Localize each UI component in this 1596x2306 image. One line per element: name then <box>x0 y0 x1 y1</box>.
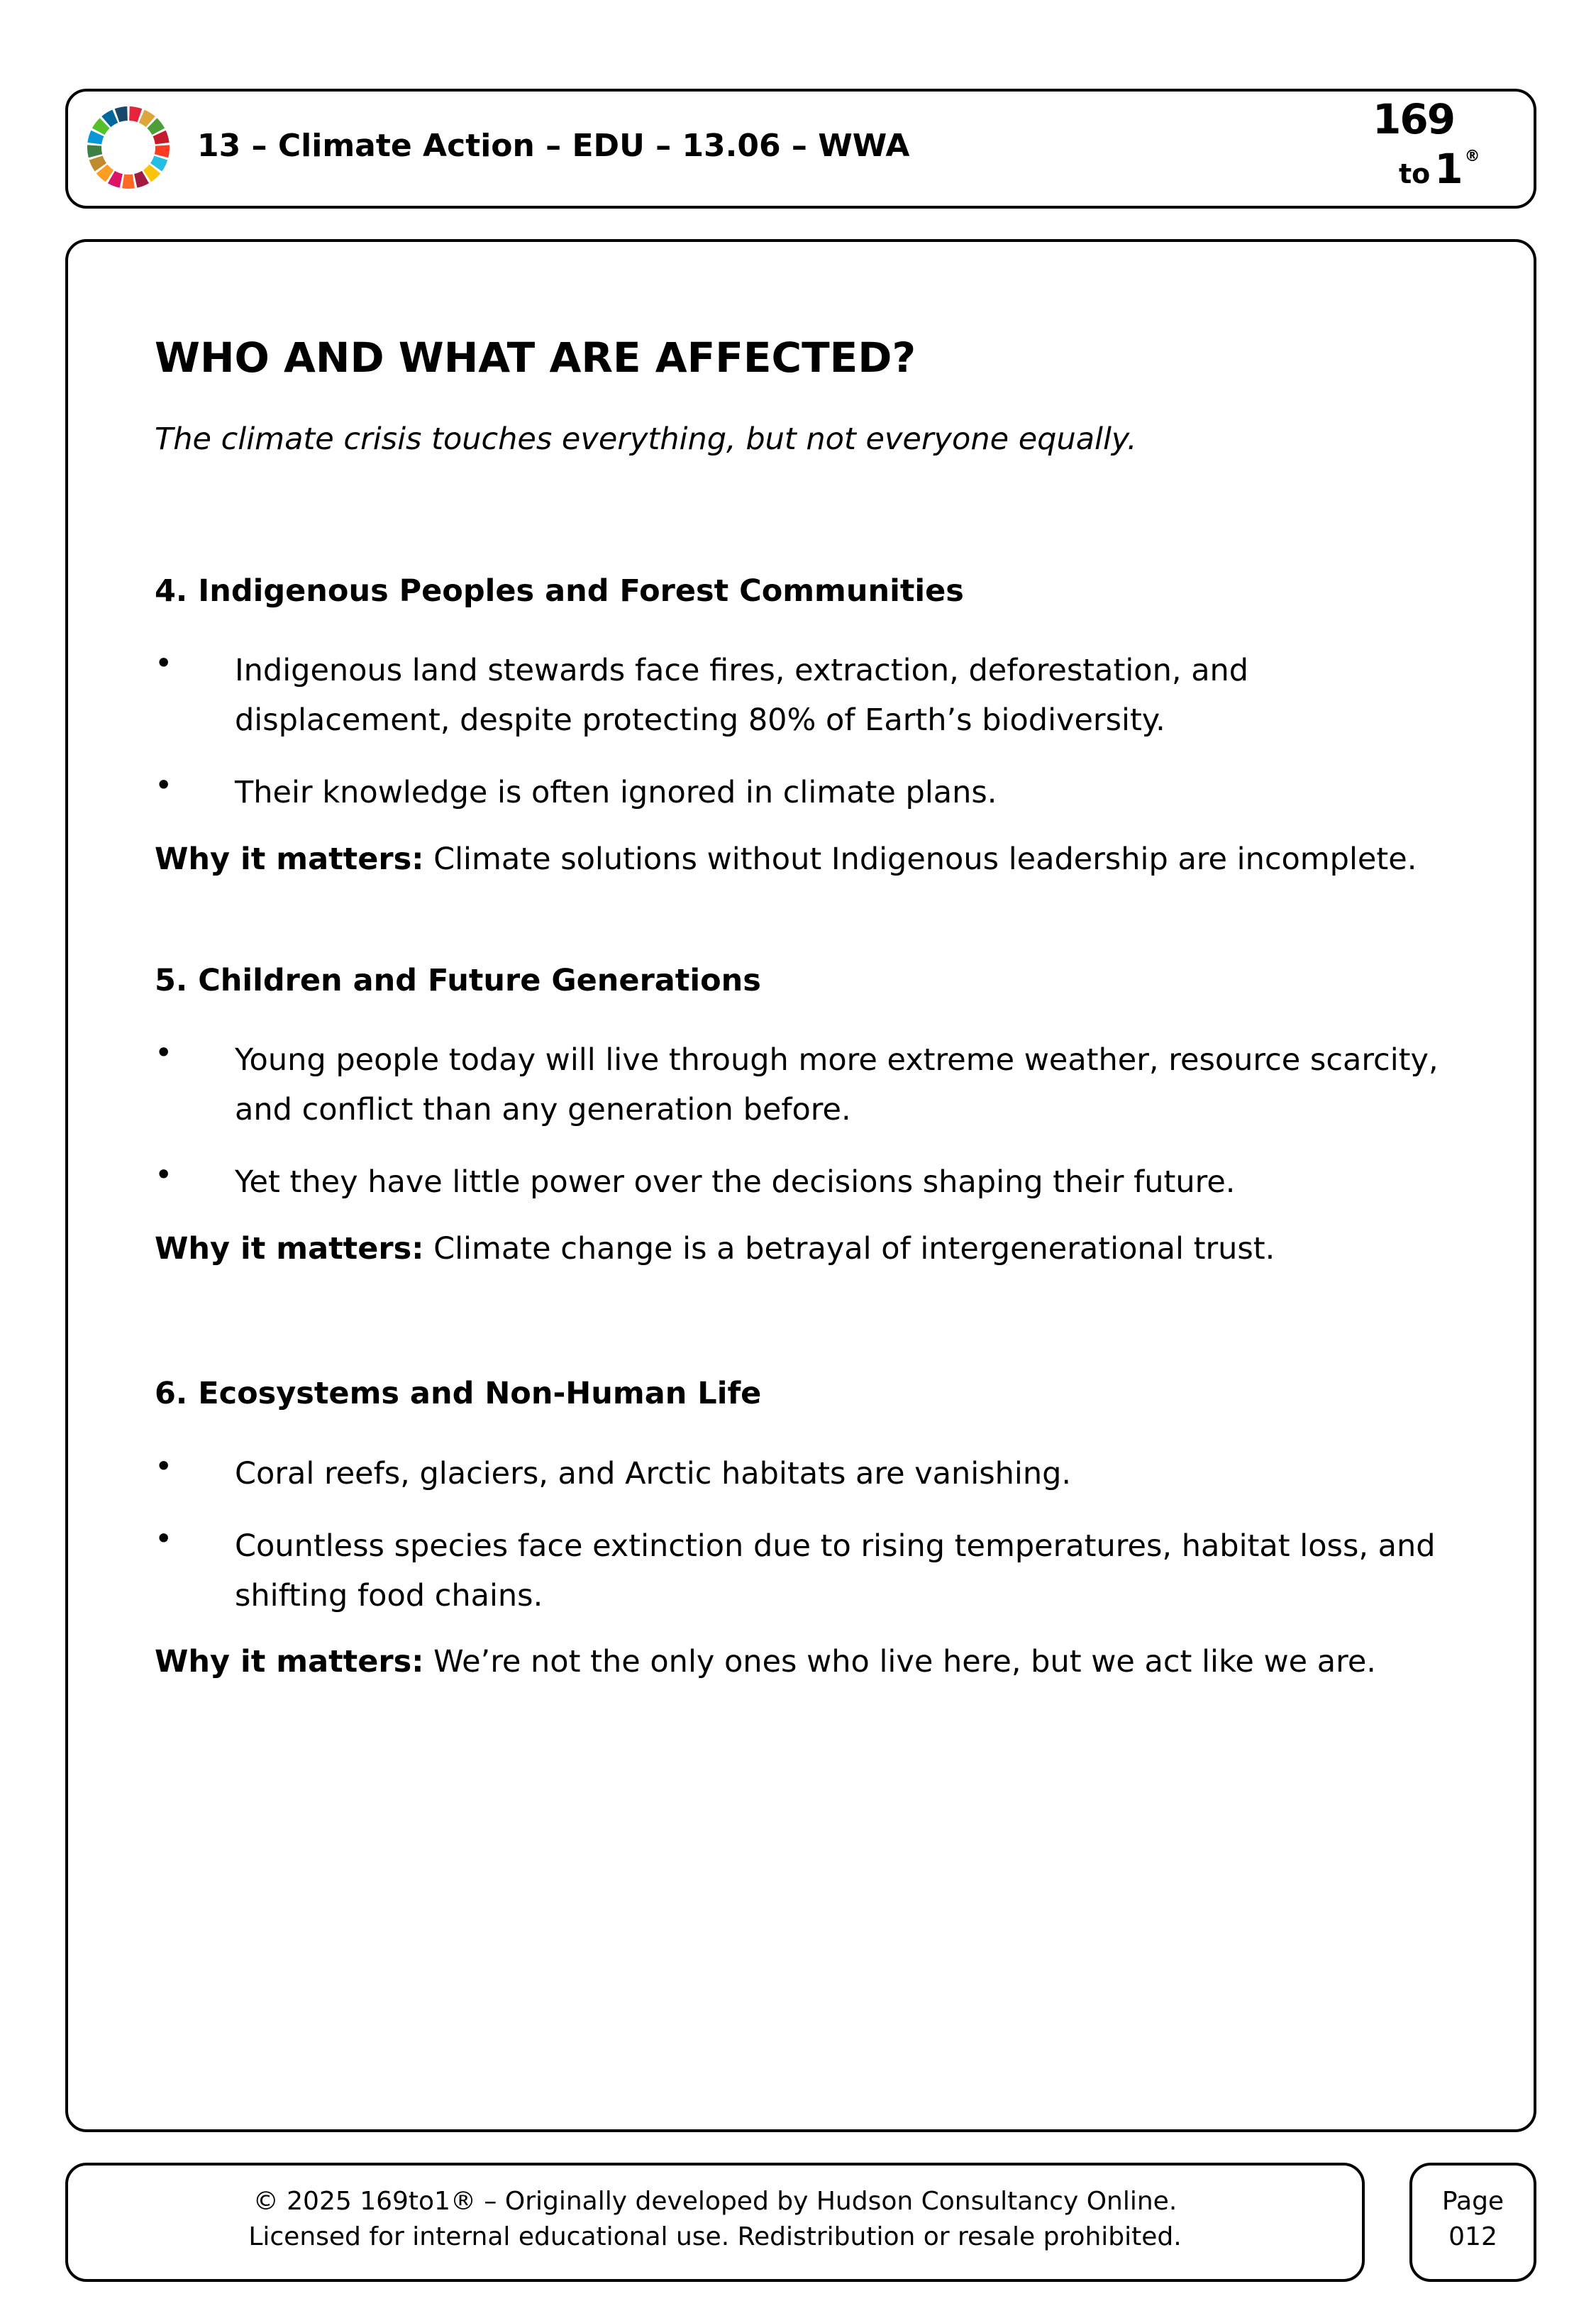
page-label: Page <box>1441 2187 1504 2216</box>
why-it-matters <box>155 842 1417 877</box>
bullet-icon: • <box>155 1521 173 1557</box>
bullet-text <box>235 1035 1439 1135</box>
bullet-line: Coral reefs, glaciers, and Arctic habitats are vanishing. <box>235 1456 1072 1491</box>
page-title: WHO AND WHAT ARE AFFECTED? <box>155 333 916 382</box>
bullet-line: and conflict than any generation before. <box>235 1092 851 1127</box>
sdg-wheel-segment <box>155 145 170 158</box>
bullet-icon: • <box>155 1035 173 1071</box>
why-it-matters <box>155 1644 1376 1679</box>
bullet-icon: • <box>155 768 173 803</box>
sdg-wheel-segment <box>87 145 102 158</box>
why-text: Climate solutions without Indigenous leadership are incomplete. <box>423 842 1417 877</box>
why-text: We’re not the only ones who live here, but we act like we are. <box>423 1644 1376 1679</box>
bullet-text <box>235 1157 1235 1207</box>
bullet-icon: • <box>155 1157 173 1193</box>
bullet-line: Young people today will live through more extreme weather, resource scarcity, <box>235 1042 1439 1078</box>
why-it-matters <box>155 1231 1275 1267</box>
brand-logo-registered: ® <box>1464 148 1480 165</box>
bullet-line: shifting food chains. <box>235 1578 543 1613</box>
bullet-line: Indigenous land stewards face fires, extraction, deforestation, and <box>235 653 1249 688</box>
page-number: 012 <box>1448 2222 1497 2251</box>
bullet-text <box>235 768 997 817</box>
brand-logo-to-one <box>1399 146 1480 192</box>
bullet-line: Yet they have little power over the decisions shaping their future. <box>235 1164 1236 1200</box>
bullet-line: Their knowledge is often ignored in climate plans. <box>235 775 997 810</box>
section-heading: 5. Children and Future Generations <box>155 963 761 998</box>
why-label: Why it matters: <box>155 842 424 877</box>
bullet-icon: • <box>155 646 173 681</box>
bullet-line: displacement, despite protecting 80% of Earth’s biodiversity. <box>235 702 1165 738</box>
page-subtitle: The climate crisis touches everything, but not everyone equally. <box>155 421 1137 457</box>
page-number-box <box>1409 2163 1536 2282</box>
document-title: 13 – Climate Action – EDU – 13.06 – WWA <box>197 128 910 164</box>
bullet-text <box>235 1449 1071 1499</box>
section-heading: 6. Ecosystems and Non-Human Life <box>155 1376 762 1411</box>
why-label: Why it matters: <box>155 1644 424 1679</box>
brand-logo-169: 169 <box>1373 95 1455 143</box>
why-label: Why it matters: <box>155 1231 424 1267</box>
footer-copyright <box>65 2163 1365 2282</box>
bullet-text <box>235 1521 1436 1621</box>
sdg-wheel-logo <box>85 104 172 191</box>
bullet-line: Countless species face extinction due to rising temperatures, habitat loss, and <box>235 1528 1436 1564</box>
brand-logo-1: 1 <box>1434 145 1463 193</box>
sdg-wheel-segment <box>122 175 135 189</box>
bullet-icon: • <box>155 1449 173 1484</box>
brand-logo-to: to <box>1399 158 1431 189</box>
footer-line-1: © 2025 169to1® – Originally developed by Hudson Consultancy Online. <box>253 2187 1177 2216</box>
section-heading: 4. Indigenous Peoples and Forest Communities <box>155 573 964 609</box>
bullet-text <box>235 646 1248 745</box>
footer-line-2: Licensed for internal educational use. Redistribution or resale prohibited. <box>248 2222 1182 2251</box>
why-text: Climate change is a betrayal of intergenerational trust. <box>423 1231 1275 1267</box>
